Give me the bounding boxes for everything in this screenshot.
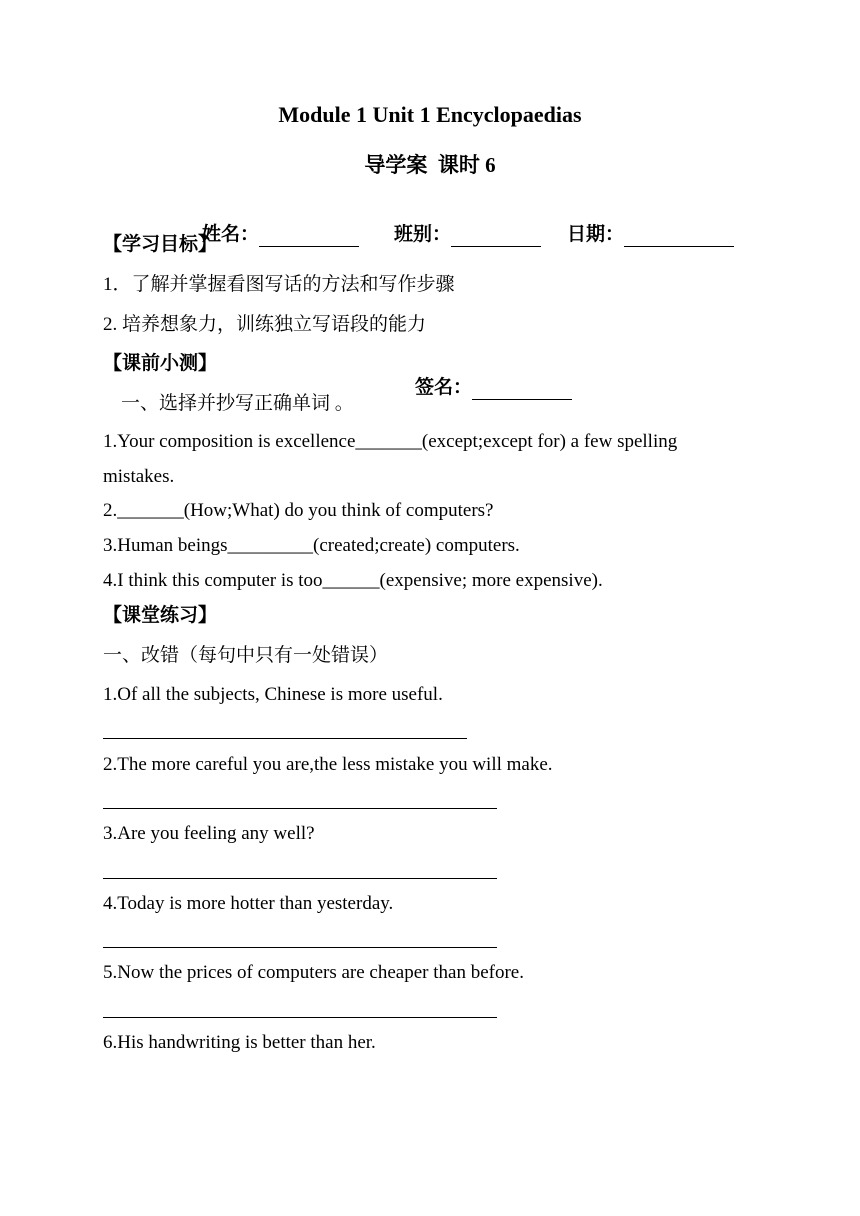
pretest-question-3: 3.Human beings_________(created;create) computers. (103, 535, 520, 556)
date-blank[interactable] (624, 226, 734, 247)
correction-item-5: 5.Now the prices of computers are cheaper than before. (103, 962, 524, 983)
practice-heading: 【课堂练习】 (103, 605, 218, 626)
name-blank[interactable] (259, 226, 359, 247)
objective-item: 2. 培养想象力，训练独立写语段的能力 (103, 314, 427, 335)
sign-label: 签名： (415, 377, 473, 398)
pretest-question-4: 4.I think this computer is too______(expensive; more expensive). (103, 570, 603, 591)
name-label: 姓名： (202, 224, 260, 245)
pretest-question-1: 1.Your composition is excellence_______(except;except for) a few spelling (103, 431, 678, 452)
pretest-section-title: 一、选择并抄写正确单词 。 (121, 393, 354, 414)
class-blank[interactable] (451, 226, 541, 247)
class-label: 班别： (394, 224, 452, 245)
date-label: 日期： (567, 224, 625, 245)
pretest-heading: 【课前小测】 (103, 353, 218, 374)
correction-item-2: 2.The more careful you are,the less mistake you will make. (103, 754, 553, 775)
correction-item-1: 1.Of all the subjects, Chinese is more useful. (103, 684, 443, 705)
answer-line-5[interactable] (103, 1017, 497, 1018)
correction-item-4: 4.Today is more hotter than yesterday. (103, 893, 394, 914)
class-field[interactable] (375, 199, 541, 271)
sign-field[interactable] (396, 352, 572, 424)
practice-section-title: 一、改错（每句中只有一处错误） (103, 645, 389, 666)
date-field[interactable] (548, 199, 734, 271)
pretest-question-1-cont: mistakes. (103, 466, 175, 487)
correction-item-3: 3.Are you feeling any well? (103, 823, 315, 844)
answer-line-2[interactable] (103, 808, 497, 809)
page-subtitle: 导学案 课时 6 (364, 153, 496, 177)
answer-line-1[interactable] (103, 738, 467, 739)
objective-item: 1．了解并掌握看图写话的方法和写作步骤 (103, 274, 455, 295)
page-title: Module 1 Unit 1 Encyclopaedias (278, 102, 582, 127)
sign-blank[interactable] (472, 379, 572, 400)
objectives-heading: 【学习目标】 (103, 234, 218, 255)
correction-item-6: 6.His handwriting is better than her. (103, 1032, 376, 1053)
pretest-question-2: 2._______(How;What) do you think of computers? (103, 500, 494, 521)
answer-line-4[interactable] (103, 947, 497, 948)
answer-line-3[interactable] (103, 878, 497, 879)
